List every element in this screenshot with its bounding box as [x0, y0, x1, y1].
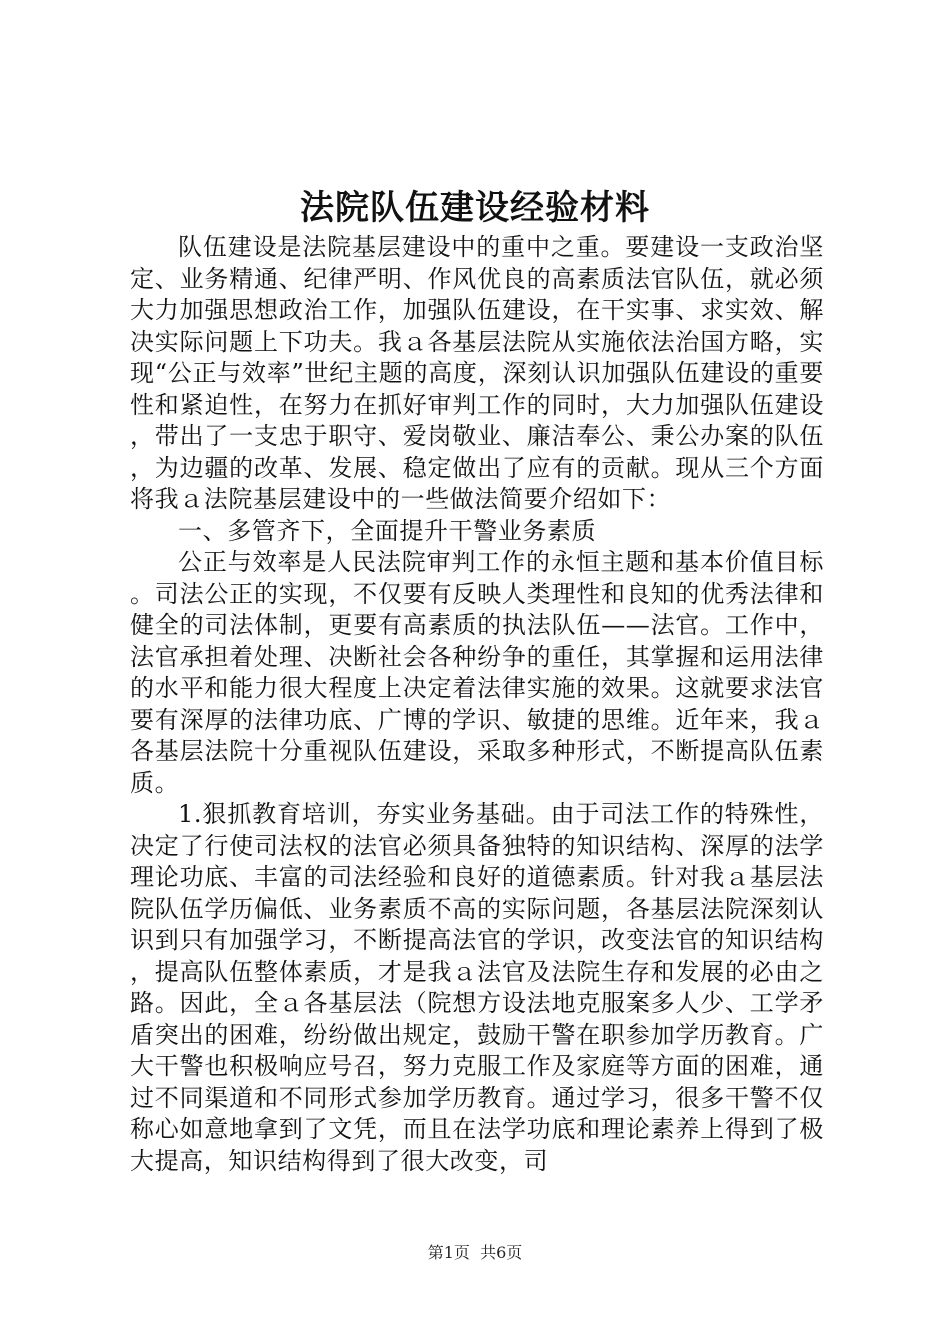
section-1-paragraph: 公正与效率是人民法院审判工作的永恒主题和基本价值目标。司法公正的实现，不仅要有反映人类理性和良知的优秀法律和健全的司法体制，更要有高素质的执法队伍——法官。工作中，法官承担着处理、决断社会各种纷争的重任，其掌握和运用法律的水平和能力很大程度上决定着法律实施的效果。这就要求法官要有深厚的法律功底、广博的学识、敏捷的思维。近年来，我ａ各基层法院十分重视队伍建设，采取多种形式，不断提高队伍素质。	[130, 548, 824, 797]
intro-paragraph: 队伍建设是法院基层建设中的重中之重。要建设一支政治坚定、业务精通、纪律严明、作风优良的高素质法官队伍，就必须大力加强思想政治工作，加强队伍建设，在干实事、求实效、解决实际问题上下功夫。我ａ各基层法院从实施依法治国方略，实现“公正与效率”世纪主题的高度，深刻认识加强队伍建设的重要性和紧迫性，在努力在抓好审判工作的同时，大力加强队伍建设，带出了一支忠于职守、爱岗敬业、廉洁奉公、秉公办案的队伍，为边疆的改革、发展、稳定做出了应有的贡献。现从三个方面将我ａ法院基层建设中的一些做法简要介绍如下：	[130, 233, 824, 513]
item-1-paragraph: 1.狠抓教育培训，夯实业务基础。由于司法工作的特殊性，决定了行使司法权的法官必须具备独特的知识结构、深厚的法学理论功底、丰富的司法经验和良好的道德素质。针对我ａ基层法院队伍学历偏低、业务素质不高的实际问题，各基层法院深刻认识到只有加强学习，不断提高法官的学识，改变法官的知识结构，提高队伍整体素质，才是我ａ法官及法院生存和发展的必由之路。因此，全ａ各基层法（院想方设法地克服案多人少、工学矛盾突出的困难，纷纷做出规定，鼓励干警在职参加学历教育。广大干警也积极响应号召，努力克服工作及家庭等方面的困难，通过不同渠道和不同形式参加学历教育。通过学习，很多干警不仅称心如意地拿到了文凭，而且在法学功底和理论素养上得到了极大提高，知识结构得到了很大改变，司	[130, 800, 824, 1175]
page-footer	[0, 1243, 950, 1263]
section-heading-1: 一、多管齐下，全面提升干警业务素质	[178, 516, 597, 545]
footer-separator	[470, 1243, 480, 1262]
page-total: 共6页	[480, 1243, 523, 1262]
document-body	[130, 232, 824, 1177]
document-title: 法院队伍建设经验材料	[300, 188, 650, 228]
page-number: 第1页	[427, 1243, 470, 1262]
